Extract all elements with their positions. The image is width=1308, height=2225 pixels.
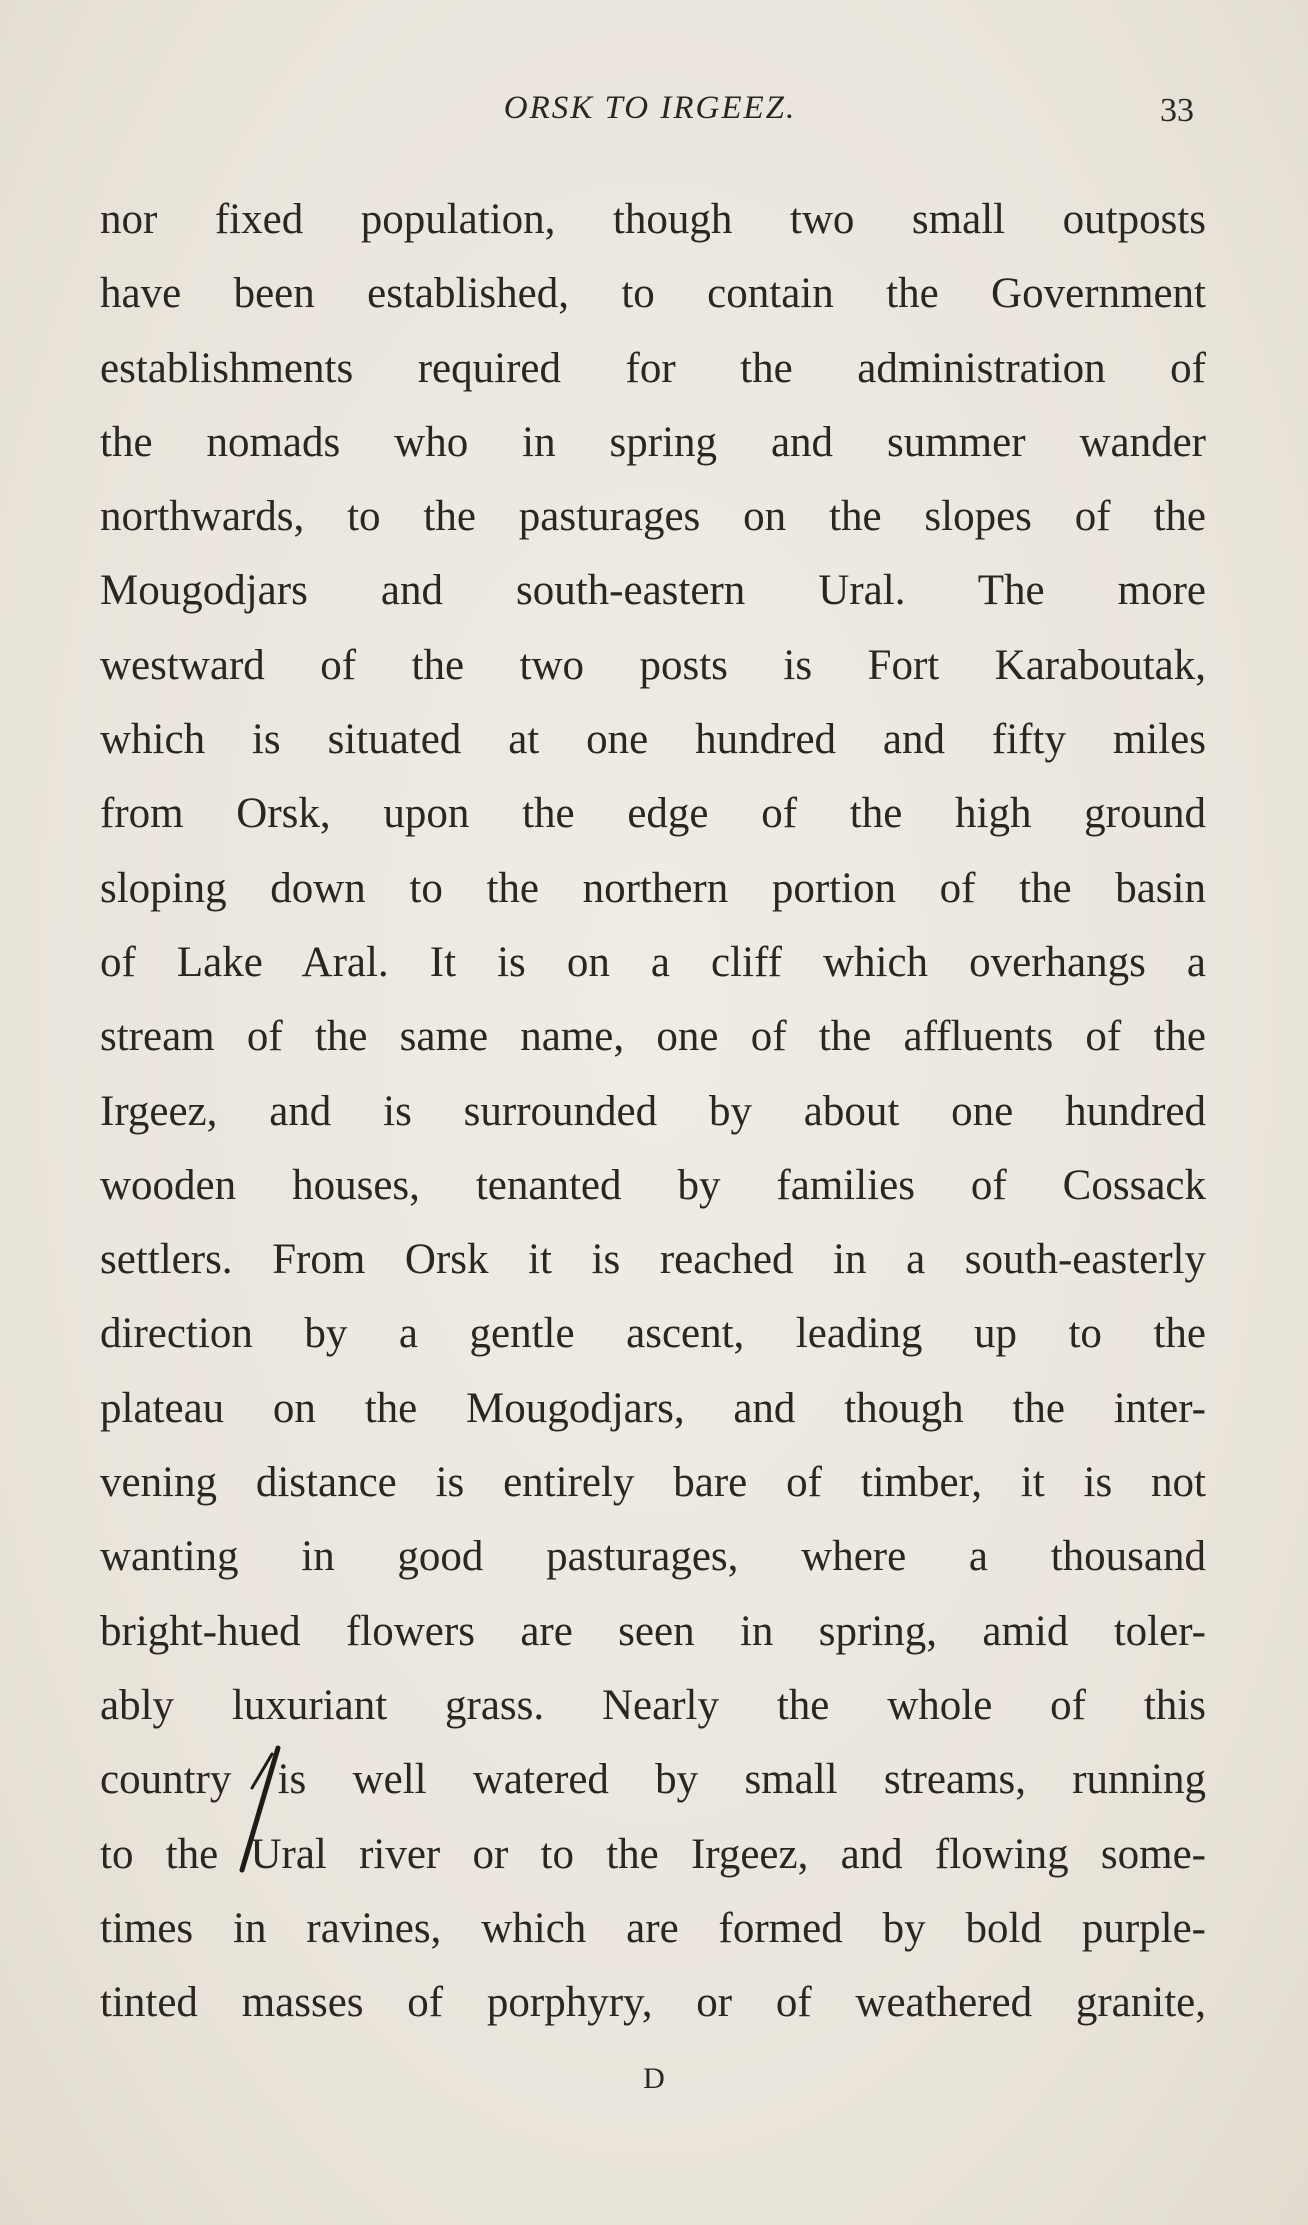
text-line: wanting in good pasturages, where a thousand [100, 1533, 1206, 1581]
text-line: sloping down to the northern portion of the basin [100, 864, 1206, 912]
text-line: stream of the same name, one of the affluents of the [100, 1013, 1206, 1061]
text-line: westward of the two posts is Fort Karaboutak, [100, 641, 1206, 689]
text-line: which is situated at one hundred and fifty miles [100, 716, 1206, 764]
text-line: settlers. From Orsk it is reached in a south-easterly [100, 1236, 1206, 1284]
text-line: nor fixed population, though two small outposts [100, 196, 1206, 243]
text-line: Irgeez, and is surrounded by about one hundred [100, 1087, 1206, 1135]
text-line: ably luxuriant grass. Nearly the whole of this [100, 1681, 1206, 1729]
text-line: tinted masses of porphyry, or of weathered granite, [100, 1979, 1206, 2027]
running-head [0, 84, 1308, 144]
page-number: 33 [1160, 92, 1194, 129]
pen-correction-mark [234, 1744, 294, 1874]
text-line: to the Ural river or to the Irgeez, and flowing some- [100, 1830, 1206, 1878]
text-line: times in ravines, which are formed by bold purple- [100, 1904, 1206, 1952]
text-line: the nomads who in spring and summer wander [100, 418, 1206, 466]
running-title: ORSK TO IRGEEZ. [503, 90, 797, 126]
text-line: from Orsk, upon the edge of the high ground [100, 790, 1206, 838]
text-line: plateau on the Mougodjars, and though the inter- [100, 1384, 1206, 1432]
signature-mark: D [643, 2062, 665, 2095]
text-line: Mougodjars and south-eastern Ural. The more [100, 567, 1206, 615]
text-line: of Lake Aral. It is on a cliff which overhangs a [100, 938, 1206, 986]
text-line: vening distance is entirely bare of timber, it is not [100, 1459, 1206, 1507]
text-line: northwards, to the pasturages on the slopes of the [100, 493, 1206, 541]
text-line: direction by a gentle ascent, leading up to the [100, 1310, 1206, 1358]
text-line: establishments required for the administration of [100, 344, 1206, 392]
text-line: country is well watered by small streams, running [100, 1756, 1206, 1804]
text-line: bright-hued flowers are seen in spring, amid toler- [100, 1607, 1206, 1655]
text-line: wooden houses, tenanted by families of Cossack [100, 1161, 1206, 1209]
text-line: have been established, to contain the Government [100, 270, 1206, 318]
